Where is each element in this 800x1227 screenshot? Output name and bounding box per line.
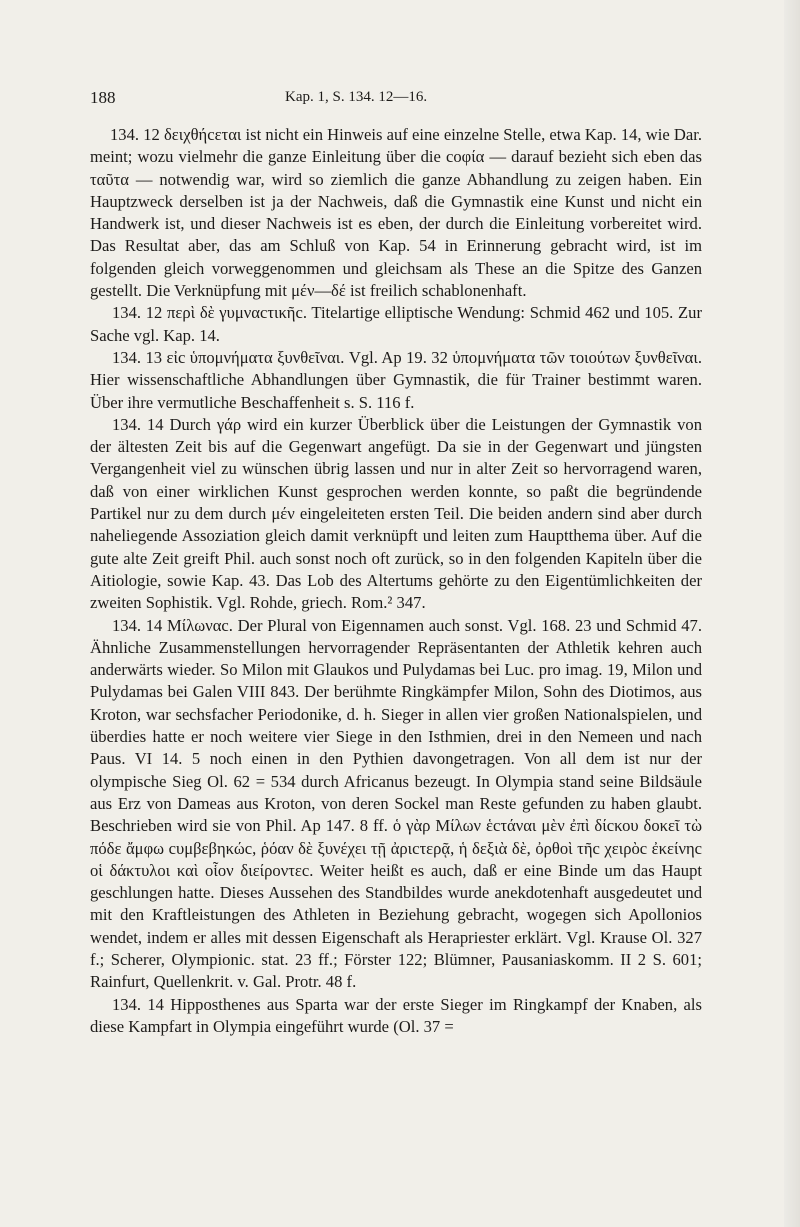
commentary-paragraph: 134. 12 περὶ δὲ γυμναcτικῆc. Titelartige elliptische Wendung: Schmid 462 und 105. Zur Sache vgl. Kap. 14. (90, 303, 702, 345)
page-edge (784, 0, 800, 1227)
commentary-paragraph: 134. 12 δειχθήcεται ist nicht ein Hinweis auf eine einzelne Stelle, etwa Kap. 14, wie Dar. meint; wozu vielmehr die ganze Einleitung über die coφία — darauf bezieht sich eben das ταῦτα — notwendig war, wird so ziemlich die ganze Abhandlung zu zeigen haben. Ein Hauptzweck derselben ist ja der Nachweis, daß die Gymnastik eine Kunst und nicht ein Handwerk ist, und dieser Nachweis ist es eben, der durch die Einleitung vorbereitet wird. Das Resultat aber, das am Schluß von Kap. 54 in Erinnerung gebracht wird, ist im folgenden gleich vorweggenommen und gleichsam als These an die Spitze des Ganzen gestellt. Die Verknüpfung mit μέν—δέ ist freilich schablonenhaft. (90, 125, 702, 301)
running-title: Kap. 1, S. 134. 12—16. (285, 89, 428, 105)
page-header (90, 88, 720, 108)
commentary-paragraph: 134. 14 Hipposthenes aus Sparta war der erste Sieger im Ringkampf der Knaben, als diese Kampfart in Olympia eingeführt wurde (Ol. 37 = (90, 994, 702, 1036)
commentary-paragraph: 134. 14 Μίλωναc. Der Plural von Eigennamen auch sonst. Vgl. 168. 23 und Schmid 47. Ähnliche Zusammenstellungen hervorragender Repräsentanten der Athletik kehren auch anderwärts wieder. So Milon mit Glaukos und Pulydamas bei Luc. pro imag. 19, Milon und Pulydamas bei Galen VIII 843. Der berühmte Ringkämpfer Milon, Sohn des Diotimos, aus Kroton, war sechsfacher Periodonike, d. h. Sieger in allen vier großen Nationalspielen, und überdies hatte er noch weitere vier Siege in den Isthmien, drei in den Nemeen und nach Paus. VI 14. 5 noch einen in den Pythien davongetragen. Von all dem ist nur der olympische Sieg Ol. 62 = 534 durch Africanus bezeugt. In Olympia stand seine Bildsäule aus Erz von Dameas aus Kroton, von deren Sockel man Reste gefunden zu haben glaubt. Beschrieben wird sie von Phil. Ap 147. 8 ff. ὁ γὰρ Μίλων ἑcτάναι μὲν ἐπὶ δίcκου δοκεῖ τὼ πόδε ἄμφω cυμβεβηκώc, ῥόαν δὲ ξυνέχει τῇ ἀριcτερᾷ, ἡ δεξιὰ δὲ, ὀρθοὶ τῆc χειρὸc ἐκείνηc οἱ δάκτυλοι καὶ οἷον διείροντεc. Weiter heißt es auch, daß er eine Binde um das Haupt geschlungen hatte. Dieses Aussehen des Standbildes wurde anekdotenhaft ausgedeutet und mit den Kraftleistungen des Athleten in Beziehung gebracht, wogegen sich Apollonios wendet, indem er alles mit dessen Eigenschaft als Herapriester erklärt. Vgl. Krause Ol. 327 f.; Scherer, Olympionic. stat. 23 ff.; Förster 122; Blümner, Pausaniaskomm. II 2 S. 601; Rainfurt, Quellenkrit. v. Gal. Protr. 48 f. (90, 615, 702, 992)
commentary-text (90, 124, 702, 1038)
commentary-paragraph: 134. 13 εἰc ὑπομνήματα ξυνθεῖναι. Vgl. Ap 19. 32 ὑπομνήματα τῶν τοιούτων ξυνθεῖναι. Hier wissenschaftliche Abhandlungen über Gymnastik, die für Trainer bestimmt waren. Über ihre vermutliche Beschaffenheit s. S. 116 f. (90, 347, 702, 412)
commentary-paragraph: 134. 14 Durch γάρ wird ein kurzer Überblick über die Leistungen der Gymnastik von der ältesten Zeit bis auf die Gegenwart angefügt. Da sie in der Gegenwart und jüngsten Vergangenheit viel zu wünschen übrig lassen und nur in alter Zeit so hervorragend waren, daß von einer wirklichen Kunst gesprochen werden konnte, so paßt die begründende Partikel nur zu dem durch μέν eingeleiteten ersten Teil. Die beiden andern sind aber durch naheliegende Assoziation gleich damit verknüpft und leiten zum Hauptthema über. Auf die gute alte Zeit greift Phil. auch sonst noch oft zurück, so in den folgenden Kapiteln über die Aitiologie, sowie Kap. 43. Das Lob des Altertums gehörte zu den Eigentümlichkeiten der zweiten Sophistik. Vgl. Rohde, griech. Rom.² 347. (90, 414, 702, 613)
page-number: 188 (90, 88, 116, 107)
